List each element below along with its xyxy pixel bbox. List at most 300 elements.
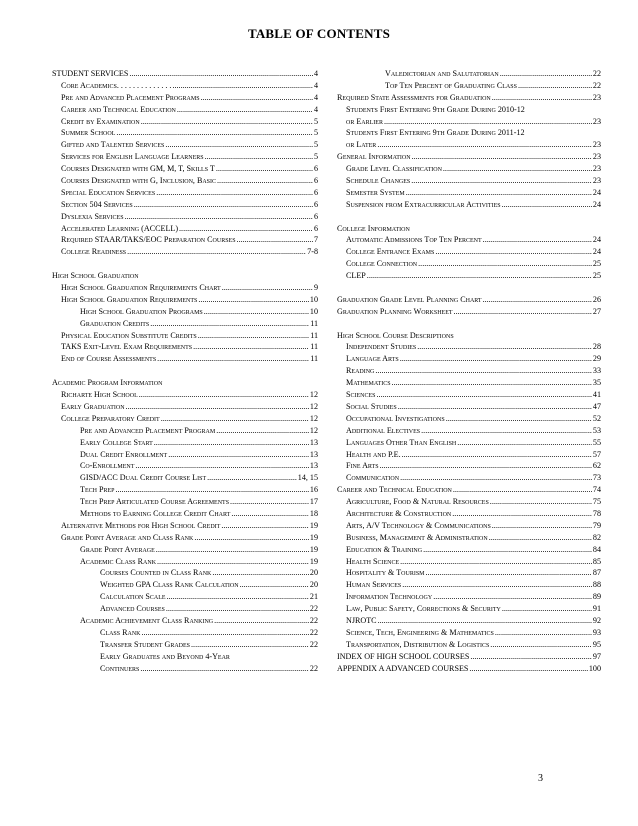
toc-entry[interactable]: [52, 139, 318, 151]
dot-leader: [201, 92, 313, 104]
toc-entry-label: Academic Achievement Class Ranking: [80, 615, 214, 625]
toc-entry[interactable]: [52, 520, 318, 532]
dot-leader: [231, 508, 309, 520]
toc-entry[interactable]: [52, 591, 318, 603]
toc-entry-label: College Connection: [346, 259, 418, 269]
toc-entry[interactable]: [337, 496, 601, 508]
toc-entry[interactable]: [52, 460, 318, 472]
toc-entry[interactable]: [52, 401, 318, 413]
toc-entry[interactable]: [52, 127, 318, 139]
toc-entry-label: Arts, A/V Technology & Communications: [346, 520, 491, 530]
toc-entry-label: Summer School: [61, 128, 116, 138]
dot-leader: [142, 627, 309, 639]
toc-entry[interactable]: [337, 472, 601, 484]
toc-entry[interactable]: [337, 246, 601, 258]
toc-entry-label: Grade Level Classification: [346, 164, 442, 174]
dot-leader: [191, 639, 309, 651]
toc-entry-label: Credit by Examination: [61, 116, 140, 126]
dot-leader: [222, 282, 313, 294]
dot-leader: [457, 437, 592, 449]
toc-entry[interactable]: [337, 163, 601, 175]
toc-entry[interactable]: [337, 199, 601, 211]
toc-entry-label: General Information: [337, 152, 411, 162]
toc-entry[interactable]: [337, 127, 601, 139]
toc-entry[interactable]: [337, 567, 601, 579]
toc-entry[interactable]: [337, 223, 601, 235]
toc-entry[interactable]: [52, 223, 318, 235]
toc-entry-page: 6: [313, 176, 318, 186]
dot-leader: [469, 663, 587, 675]
toc-entry[interactable]: [337, 104, 601, 116]
toc-entry[interactable]: [52, 234, 318, 246]
toc-entry[interactable]: [337, 639, 601, 651]
toc-entry-page: 23: [592, 92, 601, 102]
toc-entry-page: 57: [592, 449, 601, 459]
toc-entry-page: 74: [592, 485, 601, 495]
toc-entry-page: 24: [592, 187, 601, 197]
toc-entry-page: 17: [309, 497, 318, 507]
dot-leader: [446, 413, 592, 425]
toc-entry-page: 14, 15: [297, 473, 318, 483]
toc-entry-label: Information Technology: [346, 592, 433, 602]
dot-leader: [392, 377, 592, 389]
toc-entry-label: Graduation Grade Level Planning Chart: [337, 294, 482, 304]
toc-entry[interactable]: [337, 460, 601, 472]
toc-entry[interactable]: [337, 116, 601, 128]
toc-entry[interactable]: [52, 389, 318, 401]
toc-entry-page: 19: [309, 532, 318, 542]
toc-entry-page: 91: [592, 604, 601, 614]
toc-entry-label: Architecture & Construction: [346, 508, 452, 518]
dot-leader: [518, 80, 592, 92]
toc-entry-label: Physical Education Substitute Credits: [61, 330, 197, 340]
toc-entry-label: Transportation, Distribution & Logistics: [346, 639, 490, 649]
toc-entry-page: 35: [592, 378, 601, 388]
dot-leader: [380, 460, 592, 472]
toc-entry-label: Services for English Language Learners: [61, 152, 204, 162]
toc-entry-page: 4: [313, 69, 318, 78]
dot-leader: [400, 556, 592, 568]
dot-leader: [417, 341, 592, 353]
toc-entry[interactable]: [52, 532, 318, 544]
dot-leader: [495, 627, 592, 639]
toc-entry-label: College Readiness: [61, 247, 127, 257]
toc-entry[interactable]: [337, 425, 601, 437]
dot-leader: [140, 663, 309, 675]
toc-entry[interactable]: [52, 270, 318, 282]
toc-entry[interactable]: [52, 449, 318, 461]
dot-leader: [237, 234, 313, 246]
toc-entry-label: High School Graduation Requirements Chart: [61, 283, 221, 293]
toc-entry[interactable]: [52, 92, 318, 104]
dot-leader: [492, 520, 592, 532]
dot-leader: [402, 449, 592, 461]
toc-entry[interactable]: [337, 508, 601, 520]
toc-entry[interactable]: [52, 579, 318, 591]
toc-entry[interactable]: [337, 341, 601, 353]
toc-entry-label: Section 504 Services: [61, 199, 133, 209]
toc-entry[interactable]: [52, 651, 318, 663]
toc-entry-page: 12: [309, 390, 318, 400]
dot-leader: [411, 175, 592, 187]
toc-entry[interactable]: [52, 294, 318, 306]
toc-entry[interactable]: [337, 603, 601, 615]
toc-entry-label: Courses Designated with GM, M, T, Skills T: [61, 164, 215, 174]
dot-leader: [177, 104, 313, 116]
toc-entry-page: 22: [592, 69, 601, 78]
dot-leader: [167, 591, 309, 603]
toc-entry-page: 22: [309, 604, 318, 614]
dot-leader: [207, 472, 297, 484]
toc-entry[interactable]: [337, 413, 601, 425]
toc-entry[interactable]: [337, 175, 601, 187]
toc-entry[interactable]: [337, 330, 601, 342]
toc-entry[interactable]: [52, 175, 318, 187]
dot-leader: [129, 68, 313, 80]
toc-entry-label: High School Graduation Requirements: [61, 294, 198, 304]
toc-entry[interactable]: [52, 567, 318, 579]
toc-entry-page: 100: [588, 663, 601, 673]
toc-spacer: [52, 365, 318, 377]
toc-entry[interactable]: [52, 187, 318, 199]
dot-leader: [412, 151, 592, 163]
toc-entry-page: 53: [592, 425, 601, 435]
toc-entry[interactable]: [52, 163, 318, 175]
toc-entry[interactable]: [52, 544, 318, 556]
toc-entry[interactable]: [337, 258, 601, 270]
toc-entry[interactable]: [337, 151, 601, 163]
dot-leader: [150, 318, 309, 330]
toc-entry[interactable]: [52, 306, 318, 318]
toc-entry-page: 93: [592, 627, 601, 637]
toc-entry-page: 22: [309, 615, 318, 625]
toc-entry-label: Early College Start: [80, 437, 153, 447]
toc-entry[interactable]: [52, 556, 318, 568]
toc-entry-page: 25: [592, 259, 601, 269]
toc-entry[interactable]: [52, 437, 318, 449]
toc-entry-label: STUDENT SERVICES: [52, 69, 129, 78]
toc-entry[interactable]: [52, 282, 318, 294]
dot-leader: [453, 484, 592, 496]
toc-entry-label: Class Rank: [100, 627, 141, 637]
dot-leader: [502, 603, 592, 615]
toc-entry[interactable]: [52, 353, 318, 365]
dot-leader: [194, 532, 309, 544]
dot-leader: [156, 544, 309, 556]
dot-leader: [421, 425, 592, 437]
page-number: 3: [538, 773, 543, 784]
toc-entry[interactable]: [52, 663, 318, 675]
toc-entry-page: 92: [592, 615, 601, 625]
toc-entry[interactable]: [52, 472, 318, 484]
dot-leader: [216, 163, 313, 175]
toc-entry-label: Accelerated Learning (ACCELL): [61, 223, 179, 233]
toc-entry-label: Graduation Planning Worksheet: [337, 306, 453, 316]
dot-leader: [157, 353, 309, 365]
toc-entry-label: Gifted and Talented Services: [61, 140, 165, 150]
toc-entry-page: 19: [309, 520, 318, 530]
dot-leader: [452, 508, 592, 520]
toc-left-column: [52, 68, 318, 674]
toc-entry-page: 33: [592, 366, 601, 376]
toc-entry-label: Language Arts: [346, 354, 399, 364]
toc-entry-page: 9: [313, 283, 318, 293]
dot-leader: [490, 639, 592, 651]
dot-leader: [165, 139, 313, 151]
toc-entry-label: Reading: [346, 366, 375, 376]
toc-entry-label: Core Academics. . . . . . . . . . . . . .: [61, 80, 172, 90]
toc-entry[interactable]: [337, 80, 601, 92]
toc-entry[interactable]: [337, 294, 601, 306]
toc-entry[interactable]: [337, 92, 601, 104]
toc-entry-label: Calculation Scale: [100, 592, 166, 602]
toc-entry-label: Dyslexia Services: [61, 211, 124, 221]
toc-entry-page: 11: [310, 330, 318, 340]
toc-entry[interactable]: [337, 579, 601, 591]
toc-entry[interactable]: [337, 68, 601, 80]
toc-entry[interactable]: [52, 199, 318, 211]
toc-entry-label: Valedictorian and Salutatorian: [385, 69, 499, 78]
toc-entry-label: Education & Training: [346, 544, 423, 554]
toc-entry-page: 47: [592, 401, 601, 411]
toc-entry-label: Health Science: [346, 556, 400, 566]
toc-entry-label: Early Graduates and Beyond 4-Year: [100, 651, 230, 661]
dot-leader: [193, 341, 309, 353]
toc-entry-page: 22: [309, 627, 318, 637]
toc-entry[interactable]: [52, 508, 318, 520]
toc-entry[interactable]: [52, 330, 318, 342]
toc-entry-label: Tech Prep: [80, 485, 115, 495]
toc-entry-page: 88: [592, 580, 601, 590]
toc-entry-label: High School Course Descriptions: [337, 330, 454, 340]
toc-entry-page: 24: [592, 235, 601, 245]
toc-entry[interactable]: [337, 270, 601, 282]
toc-entry-label: INDEX OF HIGH SCHOOL COURSES: [337, 651, 470, 661]
toc-spacer: [337, 318, 601, 330]
toc-entry-page: 4: [313, 104, 318, 114]
toc-entry[interactable]: [52, 627, 318, 639]
toc-entry-label: Required State Assessments for Graduation: [337, 92, 491, 102]
toc-entry-page: 23: [592, 116, 601, 126]
toc-entry-label: Academic Class Rank: [80, 556, 157, 566]
toc-entry[interactable]: [52, 639, 318, 651]
toc-entry-label: Grade Point Average and Class Rank: [61, 532, 194, 542]
toc-entry[interactable]: [52, 341, 318, 353]
toc-entry-page: 18: [309, 508, 318, 518]
toc-entry[interactable]: [337, 532, 601, 544]
dot-leader: [214, 615, 309, 627]
toc-entry-page: 23: [592, 140, 601, 150]
toc-entry-label: College Information: [337, 223, 410, 233]
toc-entry[interactable]: [337, 556, 601, 568]
dot-leader: [198, 294, 309, 306]
dot-leader: [490, 496, 592, 508]
toc-entry-page: 23: [592, 152, 601, 162]
dot-leader: [216, 425, 309, 437]
toc-entry-label: Fine Arts: [346, 461, 379, 471]
toc-entry[interactable]: [337, 437, 601, 449]
toc-entry-page: 55: [592, 437, 601, 447]
toc-entry-page: 62: [592, 461, 601, 471]
toc-entry-label: Independent Studies: [346, 342, 417, 352]
toc-entry-label: Tech Prep Articulated Course Agreements: [80, 497, 230, 507]
toc-entry-label: Semester System: [346, 187, 405, 197]
toc-entry[interactable]: [337, 401, 601, 413]
toc-entry[interactable]: [52, 151, 318, 163]
toc-entry[interactable]: [52, 68, 318, 80]
dot-leader: [198, 330, 309, 342]
toc-entry-page: 11: [310, 342, 318, 352]
toc-entry[interactable]: [337, 520, 601, 532]
toc-entry-page: 13: [309, 449, 318, 459]
dot-leader: [492, 92, 592, 104]
toc-entry-label: End of Course Assessments: [61, 354, 157, 364]
dot-leader: [423, 544, 592, 556]
dot-leader: [127, 246, 306, 258]
toc-entry-label: Communication: [346, 473, 400, 483]
toc-entry-label: APPENDIX A ADVANCED COURSES: [337, 663, 469, 673]
toc-entry-label: Required STAAR/TAKS/EOC Preparation Courses: [61, 235, 236, 245]
dot-leader: [115, 484, 308, 496]
toc-entry-label: Agriculture, Food & Natural Resources: [346, 497, 489, 507]
toc-entry-label: Hospitality & Tourism: [346, 568, 425, 578]
dot-leader: [157, 556, 309, 568]
toc-entry-page: 23: [592, 176, 601, 186]
toc-entry-page: 6: [313, 211, 318, 221]
toc-entry-label: Languages Other Than English: [346, 437, 457, 447]
toc-entry[interactable]: [337, 449, 601, 461]
toc-entry[interactable]: [337, 615, 601, 627]
toc-entry-label: Early Graduation: [61, 401, 125, 411]
toc-entry-label: Advanced Courses: [100, 604, 165, 614]
toc-entry-label: College Preparatory Credit: [61, 413, 160, 423]
toc-entry[interactable]: [52, 496, 318, 508]
dot-leader: [367, 270, 592, 282]
dot-leader: [400, 353, 592, 365]
toc-entry[interactable]: [337, 139, 601, 151]
toc-entry-label: Courses Counted in Class Rank: [100, 568, 212, 578]
toc-entry[interactable]: [52, 603, 318, 615]
toc-entry-page: 24: [592, 247, 601, 257]
toc-spacer: [337, 211, 601, 223]
toc-entry-page: 23: [592, 164, 601, 174]
toc-entry-label: Business, Management & Administration: [346, 532, 488, 542]
toc-entry[interactable]: [337, 627, 601, 639]
toc-entry-label: Richarte High School: [61, 390, 138, 400]
toc-entry[interactable]: [337, 365, 601, 377]
toc-entry-page: 10: [309, 294, 318, 304]
toc-entry-page: 11: [310, 318, 318, 328]
dot-leader: [418, 258, 592, 270]
toc-entry-label: Mathematics: [346, 378, 391, 388]
dot-leader: [406, 187, 592, 199]
toc-entry[interactable]: [52, 80, 318, 92]
toc-entry[interactable]: [337, 663, 601, 675]
toc-entry-label: Transfer Student Grades: [100, 639, 191, 649]
dot-leader: [502, 199, 592, 211]
toc-entry[interactable]: [52, 211, 318, 223]
toc-entry-page: 22: [309, 663, 318, 673]
dot-leader: [230, 496, 309, 508]
toc-spacer: [52, 258, 318, 270]
toc-spacer: [337, 282, 601, 294]
toc-entry[interactable]: [337, 187, 601, 199]
toc-entry[interactable]: [337, 377, 601, 389]
toc-entry-page: 11: [310, 354, 318, 364]
toc-entry-label: Human Services: [346, 580, 402, 590]
toc-entry-label: College Entrance Exams: [346, 247, 435, 257]
dot-leader: [217, 175, 313, 187]
toc-entry[interactable]: [52, 413, 318, 425]
dot-leader: [377, 139, 592, 151]
toc-entry-page: 12: [309, 401, 318, 411]
dot-leader: [489, 532, 592, 544]
dot-leader: [402, 579, 592, 591]
toc-entry-label: Graduation Credits: [80, 318, 150, 328]
toc-entry[interactable]: [52, 425, 318, 437]
toc-entry-label: Career and Technical Education: [337, 485, 452, 495]
toc-entry[interactable]: [337, 591, 601, 603]
toc-entry[interactable]: [52, 377, 318, 389]
toc-entry[interactable]: [52, 318, 318, 330]
dot-leader: [483, 294, 592, 306]
toc-entry[interactable]: [337, 234, 601, 246]
toc-entry-page: 79: [592, 520, 601, 530]
toc-entry[interactable]: [52, 484, 318, 496]
dot-leader: [172, 80, 312, 92]
toc-entry[interactable]: [337, 389, 601, 401]
toc-entry-page: 78: [592, 508, 601, 518]
toc-entry[interactable]: [52, 116, 318, 128]
toc-entry-label: Weighted GPA Class Rank Calculation: [100, 580, 239, 590]
dot-leader: [205, 151, 313, 163]
toc-entry-page: 10: [309, 306, 318, 316]
toc-entry[interactable]: [337, 544, 601, 556]
toc-entry-page: 27: [592, 306, 601, 316]
toc-entry-page: 29: [592, 354, 601, 364]
toc-entry-label: Courses Designated with G, Inclusion, Basic: [61, 176, 217, 186]
toc-entry-page: 95: [592, 639, 601, 649]
toc-entry-page: 5: [313, 116, 318, 126]
toc-entry[interactable]: [337, 306, 601, 318]
dot-leader: [377, 389, 592, 401]
toc-entry-label: Automatic Admissions Top Ten Percent: [346, 235, 482, 245]
toc-entry-label: Continuers: [100, 663, 140, 673]
toc-entry-label: Additional Electives: [346, 425, 421, 435]
toc-entry[interactable]: [337, 651, 601, 663]
toc-entry-page: 20: [309, 568, 318, 578]
dot-leader: [156, 187, 313, 199]
toc-entry-label: Occupational Investigations: [346, 413, 445, 423]
toc-entry[interactable]: [52, 104, 318, 116]
toc-entry-label: Students First Entering 9th Grade During 2010-12: [346, 104, 525, 114]
toc-entry-page: 20: [309, 580, 318, 590]
toc-entry-page: 5: [313, 128, 318, 138]
toc-entry-page: 22: [592, 80, 601, 90]
toc-entry-label: Health and P.E.: [346, 449, 401, 459]
toc-entry-label: Methods to Earning College Credit Chart: [80, 508, 231, 518]
toc-entry-label: Top Ten Percent of Graduating Class: [385, 80, 517, 90]
dot-leader: [125, 211, 313, 223]
toc-entry-label: High School Graduation: [52, 271, 139, 281]
toc-entry[interactable]: [52, 246, 318, 258]
toc-entry[interactable]: [52, 615, 318, 627]
toc-entry-label: Students First Entering 9th Grade During 2011-12: [346, 128, 525, 138]
toc-entry[interactable]: [337, 484, 601, 496]
dot-leader: [168, 449, 309, 461]
toc-entry-page: 75: [592, 497, 601, 507]
toc-entry[interactable]: [337, 353, 601, 365]
